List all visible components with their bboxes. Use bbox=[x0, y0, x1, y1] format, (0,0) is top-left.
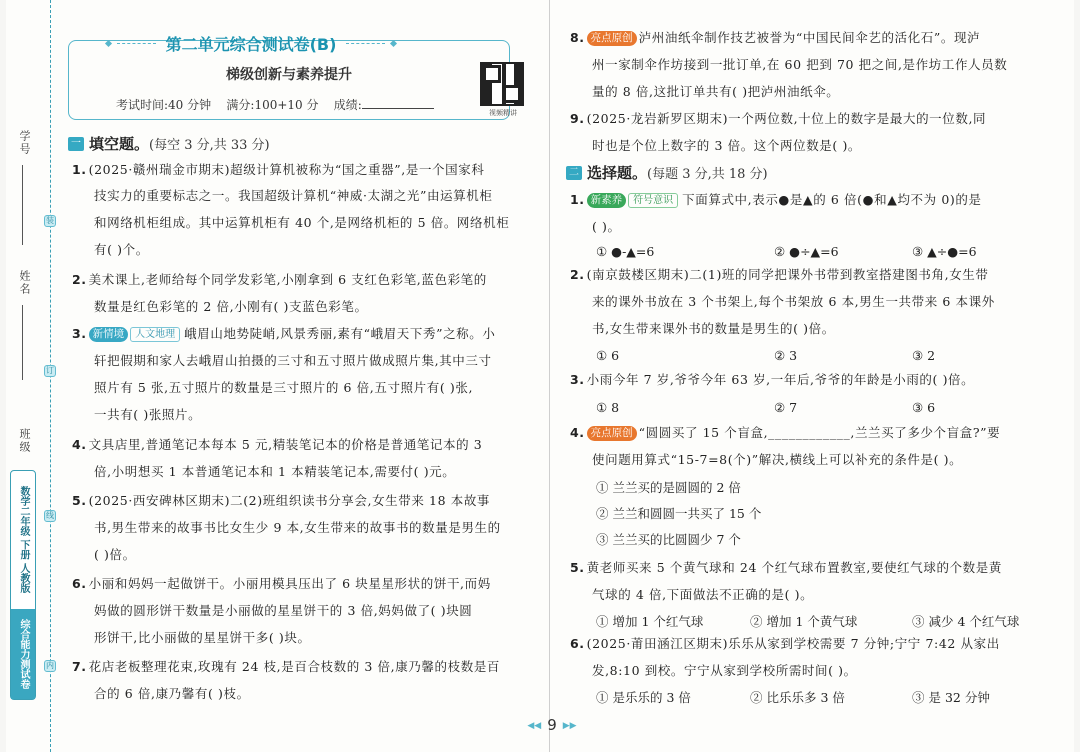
choice-option[interactable]: ③ 2 bbox=[912, 348, 936, 363]
question-line bbox=[94, 215, 509, 231]
question-line bbox=[592, 84, 839, 100]
binding-knot: 线 bbox=[46, 511, 54, 520]
choice-option[interactable]: ① 兰兰买的是圆圆的 2 倍 bbox=[596, 480, 741, 495]
question-line bbox=[592, 138, 861, 154]
choice-option[interactable]: ② 7 bbox=[774, 400, 798, 415]
question-line bbox=[592, 663, 857, 679]
title-dash bbox=[346, 43, 385, 44]
question-line bbox=[570, 267, 989, 283]
section-number: 二 bbox=[566, 166, 582, 180]
question-text: 技实力的重要标志之一。我国超级计算机“神威·太湖之光”由运算机柜 bbox=[94, 188, 493, 203]
section-note: (每空 3 分,共 33 分) bbox=[149, 138, 270, 153]
result-label: 成绩: bbox=[333, 98, 362, 112]
page-number: ◀◀ 9 ▶▶ bbox=[527, 716, 577, 734]
question-line bbox=[72, 493, 490, 509]
question-line bbox=[592, 57, 1007, 73]
question-line bbox=[592, 587, 813, 603]
question-number: 1. bbox=[72, 162, 87, 177]
question-number: 2. bbox=[570, 267, 585, 282]
question-text: 下面算式中,表示●是▲的 6 倍(●和▲均不为 0)的是 bbox=[682, 192, 982, 207]
question-line bbox=[592, 321, 835, 337]
new-situation-tag: 新情境 bbox=[89, 327, 129, 342]
question-number: 9. bbox=[570, 111, 585, 126]
column-divider bbox=[549, 0, 550, 752]
question-line bbox=[94, 547, 136, 563]
question-text: 数量是红色彩笔的 2 倍,小刚有( )支蓝色彩笔。 bbox=[94, 299, 368, 314]
page-title: 第二单元综合测试卷(B) bbox=[165, 34, 337, 54]
question-text: 时也是个位上数字的 3 倍。这个两位数是( )。 bbox=[592, 138, 862, 153]
question-text: 量的 8 倍,这批订单共有( )把泸州油纸伞。 bbox=[592, 84, 840, 99]
question-number: 5. bbox=[72, 493, 87, 508]
spine-subject: 数学二年级 下册 人教版 bbox=[18, 485, 29, 593]
class-label: 班级 bbox=[18, 428, 31, 454]
exam-score: 满分:100+10 分 bbox=[226, 98, 319, 112]
choice-option[interactable]: ③ 兰兰买的比圆圆少 7 个 bbox=[596, 532, 741, 547]
choice-option[interactable]: ② 3 bbox=[774, 348, 798, 363]
choice-option[interactable]: ② 增加 1 个黄气球 bbox=[750, 614, 858, 629]
question-line bbox=[94, 464, 455, 480]
book-spine bbox=[10, 470, 36, 700]
binding-knot: 装 bbox=[46, 216, 54, 225]
question-line bbox=[570, 560, 1002, 576]
question-line bbox=[72, 272, 487, 288]
choice-option[interactable]: ① 是乐乐的 3 倍 bbox=[596, 690, 691, 705]
question-text: 合的 6 倍,康乃馨有( )枝。 bbox=[94, 686, 250, 701]
question-line bbox=[94, 686, 250, 702]
qr-code-icon[interactable] bbox=[480, 62, 524, 106]
question-line bbox=[72, 659, 500, 675]
question-text: 书,男生带来的故事书比女生少 9 本,女生带来的故事书的数量是男生的 bbox=[94, 520, 501, 535]
question-line bbox=[94, 353, 492, 369]
question-text: “圆圆买了 15 个盲盒,____________,兰兰买了多少个盲盒?”要 bbox=[638, 425, 1001, 440]
binding-strip bbox=[6, 0, 64, 752]
question-text: 形饼干,比小丽做的星星饼干多( )块。 bbox=[94, 630, 311, 645]
question-text: (南京鼓楼区期末)二(1)班的同学把课外书带到教室搭建图书角,女生带 bbox=[586, 267, 989, 282]
highlight-tag: 亮点原创 bbox=[587, 31, 637, 46]
question-line bbox=[94, 630, 311, 646]
question-text: ( )倍。 bbox=[94, 547, 136, 562]
student-id-blank[interactable] bbox=[22, 165, 23, 245]
question-line bbox=[592, 294, 995, 310]
highlight-tag: 亮点原创 bbox=[587, 426, 637, 441]
question-line bbox=[570, 192, 982, 208]
question-text: (2025·西安碑林区期末)二(2)班组织读书分享会,女生带来 18 本故事 bbox=[88, 493, 491, 508]
question-text: 黄老师买来 5 个黄气球和 24 个红气球布置教室,要使红气球的个数是黄 bbox=[586, 560, 1002, 575]
question-number: 4. bbox=[72, 437, 87, 452]
choice-option[interactable]: ① 增加 1 个红气球 bbox=[596, 614, 704, 629]
question-number: 4. bbox=[570, 425, 585, 440]
question-line bbox=[592, 452, 962, 468]
humanities-tag: 人文地理 bbox=[130, 327, 180, 342]
question-number: 6. bbox=[570, 636, 585, 651]
spine-series: 综合能力测试卷 bbox=[11, 609, 35, 699]
title-bar bbox=[106, 30, 396, 56]
question-line bbox=[570, 636, 1000, 652]
question-text: 泸州油纸伞制作技艺被誉为“中国民间伞艺的活化石”。现泸 bbox=[638, 30, 981, 45]
question-text: 发,8:10 到校。宁宁从家到学校所需时间( )。 bbox=[592, 663, 857, 678]
question-line bbox=[94, 407, 201, 423]
result-blank[interactable] bbox=[362, 108, 434, 109]
choice-option[interactable]: ② 比乐乐多 3 倍 bbox=[750, 690, 845, 705]
question-text: 花店老板整理花束,玫瑰有 24 枝,是百合枝数的 3 倍,康乃馨的枝数是百 bbox=[88, 659, 501, 674]
choice-option[interactable]: ① 6 bbox=[596, 348, 620, 363]
question-text: 有( )个。 bbox=[94, 242, 149, 257]
diamond-icon bbox=[105, 39, 112, 46]
choice-option[interactable]: ③ 6 bbox=[912, 400, 936, 415]
question-line bbox=[94, 299, 368, 315]
section-choice bbox=[566, 162, 768, 183]
choice-option[interactable]: ③ ▲÷●=6 bbox=[912, 244, 977, 259]
name-label: 姓名 bbox=[18, 270, 31, 296]
section-number: 一 bbox=[68, 137, 84, 151]
symbol-sense-tag: 符号意识 bbox=[628, 193, 678, 208]
question-number: 1. bbox=[570, 192, 585, 207]
title-dash bbox=[117, 43, 156, 44]
exam-page bbox=[6, 0, 1074, 752]
question-number: 3. bbox=[72, 326, 87, 341]
question-text: (2025·莆田涵江区期末)乐乐从家到学校需要 7 分钟;宁宁 7:42 从家出 bbox=[586, 636, 1000, 651]
section-title: 选择题。 bbox=[587, 164, 648, 182]
prev-arrow-icon: ◀◀ bbox=[527, 721, 542, 731]
exam-meta bbox=[116, 96, 516, 113]
question-line bbox=[94, 520, 501, 536]
question-line bbox=[570, 111, 986, 127]
question-line bbox=[94, 242, 149, 258]
question-text: 峨眉山地势陡峭,风景秀丽,素有“峨眉天下秀”之称。小 bbox=[184, 326, 496, 341]
question-text: 来的课外书放在 3 个书架上,每个书架放 6 本,男生一共带来 6 本课外 bbox=[592, 294, 995, 309]
new-literacy-tag: 新素养 bbox=[587, 193, 627, 208]
question-text: 一共有( )张照片。 bbox=[94, 407, 202, 422]
name-blank[interactable] bbox=[22, 305, 23, 380]
binding-knot: 内 bbox=[46, 661, 54, 670]
question-text: 文具店里,普通笔记本每本 5 元,精装笔记本的价格是普通笔记本的 3 bbox=[88, 437, 483, 452]
question-number: 2. bbox=[72, 272, 87, 287]
choice-option[interactable]: ③ 减少 4 个红气球 bbox=[912, 614, 1020, 629]
question-text: ( )。 bbox=[592, 219, 621, 234]
question-text: 小雨今年 7 岁,爷爷今年 63 岁,一年后,爷爷的年龄是小雨的( )倍。 bbox=[586, 372, 975, 387]
question-text: 气球的 4 倍,下面做法不正确的是( )。 bbox=[592, 587, 814, 602]
question-text: 和网络机柜组成。其中运算机柜有 40 个,是网络机柜的 5 倍。网络机柜 bbox=[94, 215, 510, 230]
question-text: 轩把假期和家人去峨眉山拍摄的三寸和五寸照片做成照片集,其中三寸 bbox=[94, 353, 492, 368]
choice-option[interactable]: ② 兰兰和圆圆一共买了 15 个 bbox=[596, 506, 762, 521]
question-number: 5. bbox=[570, 560, 585, 575]
question-text: 州一家制伞作坊接到一批订单,在 60 把到 70 把之间,是作坊工作人员数 bbox=[592, 57, 1008, 72]
question-number: 3. bbox=[570, 372, 585, 387]
question-number: 8. bbox=[570, 30, 585, 45]
qr-caption: 视频精讲 bbox=[489, 109, 517, 117]
section-fill-blank bbox=[68, 133, 270, 154]
section-note: (每题 3 分,共 18 分) bbox=[647, 167, 768, 182]
question-line bbox=[72, 326, 496, 342]
question-text: 妈做的圆形饼干数量是小丽做的星星饼干的 3 倍,妈妈做了( )块圆 bbox=[94, 603, 473, 618]
next-arrow-icon: ▶▶ bbox=[562, 721, 577, 731]
question-line bbox=[94, 188, 492, 204]
question-line bbox=[72, 437, 482, 453]
exam-time: 考试时间:40 分钟 bbox=[116, 98, 212, 112]
question-line bbox=[592, 219, 621, 235]
choice-option[interactable]: ① ●-▲=6 bbox=[596, 244, 655, 259]
student-id-label: 学号 bbox=[18, 130, 31, 156]
choice-option[interactable]: ① 8 bbox=[596, 400, 620, 415]
question-number: 6. bbox=[72, 576, 87, 591]
question-text: 小丽和妈妈一起做饼干。小丽用模具压出了 6 块星星形状的饼干,而妈 bbox=[88, 576, 491, 591]
question-text: 倍,小明想买 1 本普通笔记本和 1 本精装笔记本,需要付( )元。 bbox=[94, 464, 456, 479]
question-line bbox=[94, 603, 472, 619]
question-text: 书,女生带来课外书的数量是男生的( )倍。 bbox=[592, 321, 835, 336]
question-line bbox=[72, 576, 491, 592]
question-line bbox=[72, 162, 484, 178]
question-text: 美术课上,老师给每个同学发彩笔,小刚拿到 6 支红色彩笔,蓝色彩笔的 bbox=[88, 272, 487, 287]
choice-option[interactable]: ③ 是 32 分钟 bbox=[912, 690, 990, 705]
question-line bbox=[94, 380, 473, 396]
choice-option[interactable]: ② ●÷▲=6 bbox=[774, 244, 839, 259]
page-subtitle: 梯级创新与素养提升 bbox=[226, 67, 352, 83]
question-line bbox=[570, 425, 1000, 441]
question-line bbox=[570, 372, 974, 388]
question-line bbox=[570, 30, 980, 46]
question-text: 照片有 5 张,五寸照片的数量是三寸照片的 6 倍,五寸照片有( )张, bbox=[94, 380, 474, 395]
question-text: (2025·赣州瑞金市期末)超级计算机被称为“国之重器”,是一个国家科 bbox=[88, 162, 485, 177]
binding-knot: 订 bbox=[46, 366, 54, 375]
section-title: 填空题。 bbox=[89, 135, 150, 153]
question-text: 使问题用算式“15-7=8(个)”解决,横线上可以补充的条件是( )。 bbox=[592, 452, 963, 467]
question-text: (2025·龙岩新罗区期末)一个两位数,十位上的数字是最大的一位数,同 bbox=[586, 111, 987, 126]
diamond-icon bbox=[390, 39, 397, 46]
question-number: 7. bbox=[72, 659, 87, 674]
